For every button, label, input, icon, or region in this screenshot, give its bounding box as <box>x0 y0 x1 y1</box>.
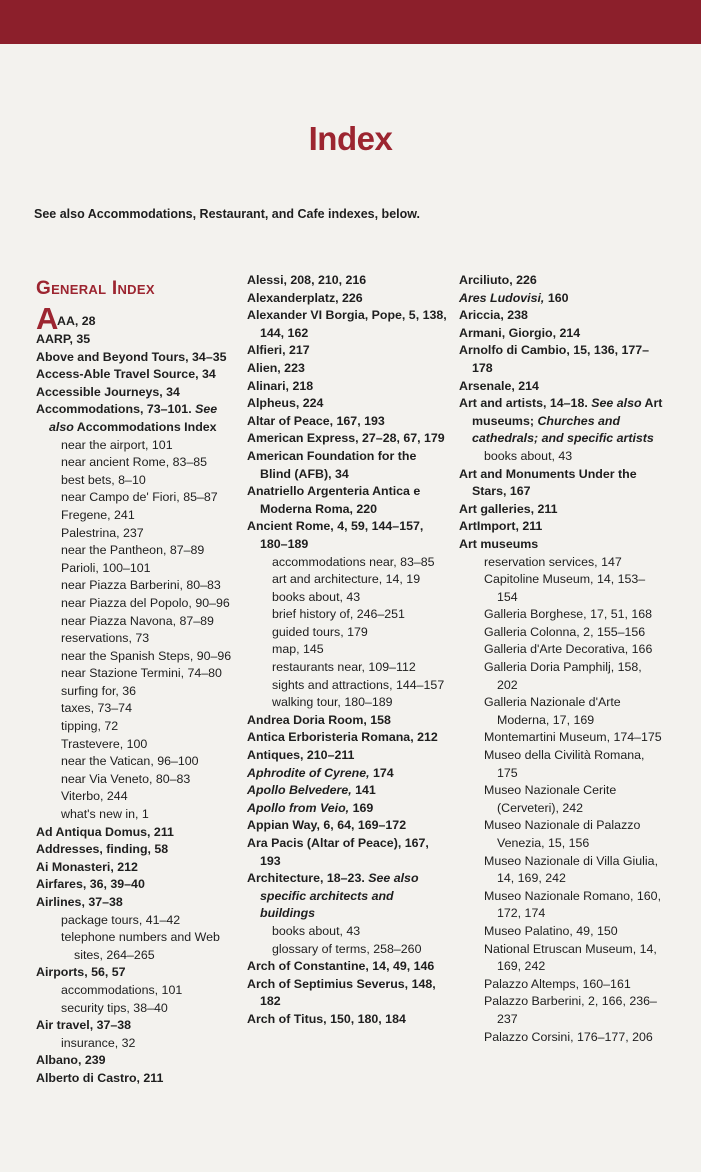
index-subentry <box>459 853 664 888</box>
index-entry <box>247 448 450 483</box>
entry-text: Palazzo Barberini, 2, 166, 236–237 <box>484 994 657 1026</box>
entry-text: Palestrina, 237 <box>61 525 144 540</box>
entry-text: Museo Nazionale di Palazzo Venezia, 15, 156 <box>484 818 641 850</box>
index-subentry <box>36 542 241 560</box>
entry-text: guided tours, 179 <box>272 624 368 639</box>
entry-text: package tours, 41–42 <box>61 912 181 927</box>
entry-text: Apollo Belvedere, <box>247 783 352 798</box>
index-entry <box>459 307 664 325</box>
index-subentry <box>247 941 450 959</box>
entry-text: accommodations near, 83–85 <box>272 554 435 569</box>
index-entry <box>247 430 450 448</box>
index-subentry <box>459 641 664 659</box>
entry-text: Access-Able Travel Source, 34 <box>36 367 216 382</box>
index-entry <box>36 384 241 402</box>
entry-text: Accommodations Index <box>76 419 217 434</box>
index-entry <box>247 290 450 308</box>
entry-text: taxes, 73–74 <box>61 701 132 716</box>
index-subentry <box>247 589 450 607</box>
index-list-3 <box>459 272 664 1046</box>
index-subentry <box>247 677 450 695</box>
index-subentry <box>36 788 241 806</box>
index-subentry <box>36 437 241 455</box>
index-subentry <box>459 782 664 817</box>
index-column-2 <box>247 272 450 1029</box>
index-entry <box>247 712 450 730</box>
entry-text: near the Vatican, 96–100 <box>61 754 199 769</box>
entry-text: Alexander VI Borgia, Pope, 5, 138, 144, 162 <box>247 308 447 340</box>
entry-text: Churches and cathedrals; <box>472 413 621 446</box>
entry-text: Museo Nazionale di Villa Giulia, 14, 169, 242 <box>484 853 659 886</box>
index-subentry <box>36 929 241 964</box>
entry-text: Altar of Peace, 167, 193 <box>247 413 385 428</box>
drop-letter: A <box>36 301 59 336</box>
entry-text: See also <box>591 396 642 411</box>
index-list-1 <box>36 331 241 1088</box>
entry-text: Art and Monuments Under the Stars, 167 <box>459 466 637 499</box>
entry-text: Viterbo, 244 <box>61 789 128 804</box>
index-entry <box>247 378 450 396</box>
entry-text: Ancient Rome, 4, 59, 144–157, 180–189 <box>247 519 424 551</box>
entry-text: accommodations, 101 <box>61 982 183 997</box>
index-subentry <box>459 817 664 852</box>
index-subentry <box>36 630 241 648</box>
entry-text: restaurants near, 109–112 <box>272 660 416 675</box>
top-color-bar <box>0 0 701 44</box>
index-subentry <box>36 507 241 525</box>
entry-text: Arch of Titus, 150, 180, 184 <box>247 1011 406 1026</box>
index-entry <box>247 1011 450 1029</box>
entry-text: Andrea Doria Room, 158 <box>247 712 391 727</box>
index-subentry <box>36 577 241 595</box>
index-entry <box>36 894 241 912</box>
entry-text: near the Pantheon, 87–89 <box>61 543 205 558</box>
entry-text: Arciliuto, 226 <box>459 273 537 287</box>
entry-text: near Piazza del Popolo, 90–96 <box>61 595 230 610</box>
entry-text: reservation services, 147 <box>484 554 622 569</box>
index-subentry <box>459 571 664 606</box>
entry-text: 174 <box>373 765 394 780</box>
index-entry <box>247 976 450 1011</box>
index-entry <box>36 1017 241 1035</box>
index-subentry <box>459 888 664 923</box>
entry-text: books about, 43 <box>484 448 573 463</box>
index-subentry <box>459 448 664 466</box>
entry-text: Art and artists, 14–18. <box>459 396 588 411</box>
entry-text: Fregene, 241 <box>61 507 135 522</box>
index-entry <box>36 824 241 842</box>
entry-text: Alberto di Castro, 211 <box>36 1070 164 1085</box>
index-subentry <box>36 912 241 930</box>
index-subentry <box>247 571 450 589</box>
entry-text: Airfares, 36, 39–40 <box>36 877 145 892</box>
entry-text: Art museums <box>459 536 539 551</box>
entry-text: Museo Nazionale Cerite (Cerveteri), 242 <box>484 783 617 815</box>
entry-text: Air travel, 37–38 <box>36 1018 132 1033</box>
entry-text: Accommodations, 73–101. <box>36 402 192 417</box>
entry-text: Airports, 56, 57 <box>36 965 126 980</box>
index-entry <box>459 272 664 290</box>
index-entry <box>247 729 450 747</box>
entry-text: Galleria Borghese, 17, 51, 168 <box>484 607 653 622</box>
entry-text: Aphrodite of Cyrene, <box>247 765 370 780</box>
index-list-2 <box>247 272 450 1029</box>
entry-text: Palazzo Corsini, 176–177, 206 <box>484 1029 653 1044</box>
entry-text: Ariccia, 238 <box>459 308 528 323</box>
index-entry <box>459 518 664 536</box>
entry-text: See also specific architects and buildings <box>260 871 419 921</box>
index-entry <box>36 331 241 349</box>
index-subentry <box>247 659 450 677</box>
entry-text: near the Spanish Steps, 90–96 <box>61 648 232 663</box>
entry-text: Arsenale, 214 <box>459 378 539 393</box>
index-entry <box>36 859 241 877</box>
entry-text: near Campo de' Fiori, 85–87 <box>61 490 218 505</box>
entry-text: American Express, 27–28, 67, 179 <box>247 431 445 446</box>
index-entry <box>247 395 450 413</box>
index-subentry <box>36 753 241 771</box>
entry-text: best bets, 8–10 <box>61 472 146 487</box>
entry-text: Arch of Constantine, 14, 49, 146 <box>247 959 435 974</box>
entry-text: Museo Nazionale Romano, 160, 172, 174 <box>484 888 662 921</box>
index-entry <box>36 876 241 894</box>
entry-text: map, 145 <box>272 642 324 657</box>
index-subentry <box>459 747 664 782</box>
entry-text: Museo della Civilità Romana, 175 <box>484 748 645 780</box>
entry-text: reservations, 73 <box>61 631 150 646</box>
index-subentry <box>247 606 450 624</box>
index-subentry <box>36 736 241 754</box>
entry-text: Arnolfo di Cambio, 15, 136, 177–178 <box>459 343 650 375</box>
index-entry <box>459 501 664 519</box>
index-entry <box>247 307 450 342</box>
entry-text: See also <box>49 402 218 434</box>
entry-text: Addresses, finding, 58 <box>36 842 169 857</box>
entry-text: near Via Veneto, 80–83 <box>61 771 191 786</box>
index-subentry <box>36 560 241 578</box>
index-column-3 <box>459 272 664 1046</box>
entry-text: tipping, 72 <box>61 719 119 734</box>
index-subentry <box>459 554 664 572</box>
index-subentry <box>459 624 664 642</box>
index-entry <box>459 342 664 377</box>
entry-text: books about, 43 <box>272 589 361 604</box>
index-entry <box>247 765 450 783</box>
index-subentry <box>36 613 241 631</box>
entry-text: security tips, 38–40 <box>61 1000 168 1015</box>
index-entry <box>247 747 450 765</box>
index-entry <box>36 366 241 384</box>
index-subentry <box>247 641 450 659</box>
entry-text: Antica Erboristeria Romana, 212 <box>247 730 438 745</box>
entry-text: Alpheus, 224 <box>247 396 324 411</box>
index-subentry <box>36 648 241 666</box>
entry-text: walking tour, 180–189 <box>272 695 393 710</box>
entry-text: Armani, Giorgio, 214 <box>459 325 581 340</box>
entry-text: Galleria d'Arte Decorativa, 166 <box>484 642 653 657</box>
entry-text: National Etruscan Museum, 14, 169, 242 <box>484 941 657 974</box>
index-subentry <box>247 923 450 941</box>
entry-text: insurance, 32 <box>61 1035 136 1050</box>
entry-text: and specific artists <box>541 431 654 446</box>
entry-text: surfing for, 36 <box>61 683 137 698</box>
entry-text: near Piazza Navona, 87–89 <box>61 613 214 628</box>
entry-text: Apollo from Veio, <box>247 800 350 815</box>
entry-text: brief history of, 246–251 <box>272 607 405 622</box>
entry-text: near ancient Rome, 83–85 <box>61 455 208 470</box>
entry-text: near Piazza Barberini, 80–83 <box>61 578 221 593</box>
index-subentry <box>36 525 241 543</box>
entry-text: Galleria Colonna, 2, 155–156 <box>484 624 646 639</box>
index-entry <box>247 483 450 518</box>
entry-text: near the airport, 101 <box>61 437 173 452</box>
entry-text: Alessi, 208, 210, 216 <box>247 273 367 287</box>
index-entry <box>459 536 664 554</box>
entry-text: Appian Way, 6, 64, 169–172 <box>247 818 407 833</box>
index-entry <box>459 378 664 396</box>
index-subentry <box>36 665 241 683</box>
index-entry <box>247 817 450 835</box>
entry-text: Galleria Doria Pamphilj, 158, 202 <box>484 660 642 692</box>
entry-text: Alinari, 218 <box>247 378 314 393</box>
entry-text: sights and attractions, 144–157 <box>272 677 445 692</box>
entry-text: Art galleries, 211 <box>459 501 558 516</box>
entry-text: Ai Monasteri, 212 <box>36 859 138 874</box>
index-subentry <box>459 659 664 694</box>
index-entry <box>459 325 664 343</box>
entry-text: Alien, 223 <box>247 360 305 375</box>
index-entry <box>36 1052 241 1070</box>
index-subentry <box>36 454 241 472</box>
entry-text: telephone numbers and Web sites, 264–265 <box>61 930 220 962</box>
index-subentry <box>36 718 241 736</box>
index-subentry <box>459 729 664 747</box>
index-entry: AA, 28 <box>57 314 96 328</box>
index-entry <box>247 518 450 553</box>
index-subentry <box>459 923 664 941</box>
entry-text: Museo Palatino, 49, 150 <box>484 923 618 938</box>
entry-text: Accessible Journeys, 34 <box>36 384 180 399</box>
entry-text: Galleria Nazionale d'Arte Moderna, 17, 169 <box>484 695 621 727</box>
index-entry <box>36 349 241 367</box>
index-subentry <box>36 700 241 718</box>
index-entry <box>36 401 241 436</box>
index-subentry <box>36 683 241 701</box>
index-entry <box>247 870 450 923</box>
index-entry <box>247 360 450 378</box>
entry-text: Ara Pacis (Altar of Peace), 167, 193 <box>247 836 429 868</box>
entry-text: Albano, 239 <box>36 1053 106 1068</box>
index-entry <box>36 841 241 859</box>
entry-text: Parioli, 100–101 <box>61 560 151 575</box>
index-subentry <box>36 1035 241 1053</box>
index-subentry <box>36 489 241 507</box>
index-subentry <box>36 472 241 490</box>
index-subentry <box>36 806 241 824</box>
entry-text: Alfieri, 217 <box>247 343 310 358</box>
section-title-text: General Index <box>36 278 155 299</box>
index-entry <box>247 800 450 818</box>
entry-text: 160 <box>547 290 569 305</box>
index-subentry <box>459 976 664 994</box>
index-subentry <box>459 941 664 976</box>
index-entry <box>247 272 450 290</box>
index-subentry <box>459 694 664 729</box>
entry-text: Airlines, 37–38 <box>36 895 123 909</box>
entry-text: 141 <box>355 783 376 798</box>
index-subentry <box>247 624 450 642</box>
index-entry <box>36 964 241 982</box>
page-title: Index <box>308 120 393 157</box>
entry-text: AARP, 35 <box>36 332 91 346</box>
index-subentry <box>459 993 664 1028</box>
index-subentry <box>247 694 450 712</box>
index-entry <box>36 1070 241 1088</box>
entry-text: Art museums; <box>472 396 663 428</box>
entry-text: near Stazione Termini, 74–80 <box>61 666 222 681</box>
index-subentry <box>247 554 450 572</box>
index-entry <box>247 413 450 431</box>
index-subentry <box>36 595 241 613</box>
entry-text: Arch of Septimius Severus, 148, 182 <box>247 976 436 1009</box>
index-entry <box>459 466 664 501</box>
entry-text: Anatriello Argenteria Antica e Moderna Roma, 220 <box>247 484 421 516</box>
entry-text: Montemartini Museum, 174–175 <box>484 730 662 745</box>
index-subentry <box>459 606 664 624</box>
entry-text: Palazzo Altemps, 160–161 <box>484 976 631 991</box>
index-entry <box>247 782 450 800</box>
index-column-1 <box>36 272 241 1088</box>
entry-text: Above and Beyond Tours, 34–35 <box>36 349 227 364</box>
index-entry <box>459 395 664 448</box>
index-subentry <box>36 1000 241 1018</box>
section-title <box>36 278 241 300</box>
entry-text: Antiques, 210–211 <box>247 748 355 763</box>
entry-text: Alexanderplatz, 226 <box>247 290 363 305</box>
entry-text: art and architecture, 14, 19 <box>272 572 421 587</box>
index-entry <box>247 342 450 360</box>
entry-text: ArtImport, 211 <box>459 519 543 534</box>
entry-text: Trastevere, 100 <box>61 736 148 751</box>
index-subentry <box>36 771 241 789</box>
index-entry <box>459 290 664 308</box>
entry-text: Capitoline Museum, 14, 153–154 <box>484 572 646 604</box>
entry-text: 169 <box>352 800 374 815</box>
drop-letter-row <box>36 301 241 336</box>
entry-text: glossary of terms, 258–260 <box>272 941 422 956</box>
entry-text: books about, 43 <box>272 923 361 938</box>
page-subtitle: See also Accommodations, Restaurant, and Cafe indexes, below. <box>34 207 420 221</box>
entry-text: Architecture, 18–23. <box>247 871 365 886</box>
index-entry <box>247 835 450 870</box>
entry-text: Ad Antiqua Domus, 211 <box>36 824 174 839</box>
index-subentry <box>36 982 241 1000</box>
entry-text: American Foundation for the Blind (AFB), 34 <box>247 448 417 481</box>
entry-text: what's new in, 1 <box>61 807 149 822</box>
entry-text: Ares Ludovisi, <box>459 290 545 305</box>
index-entry <box>247 958 450 976</box>
index-subentry <box>459 1029 664 1047</box>
